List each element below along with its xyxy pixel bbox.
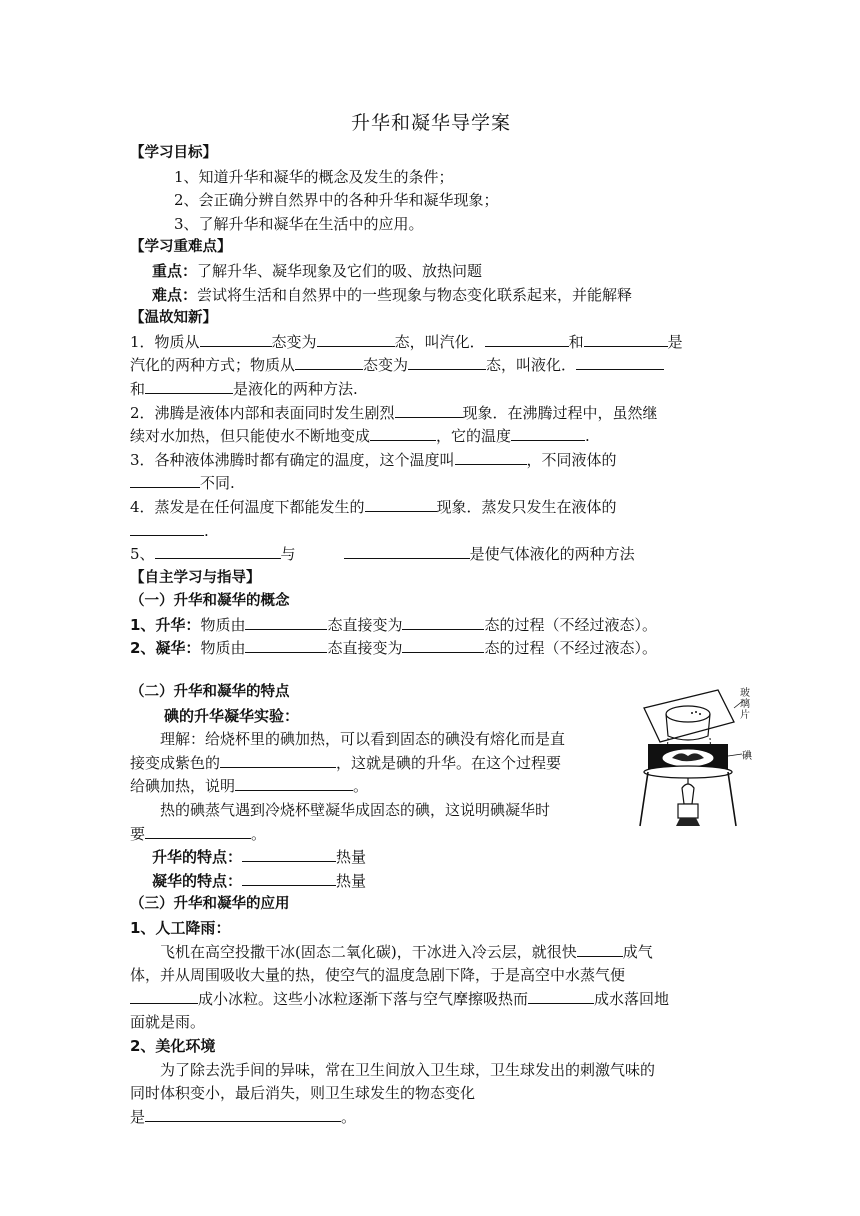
environment-text: 是 。 [130, 1107, 357, 1126]
experiment-text: 热的碘蒸气遇到冷烧杯壁凝华成固态的碘，这说明碘凝华时 [160, 801, 551, 820]
answer-blank[interactable] [584, 331, 668, 347]
experiment-text: 给碘加热，说明 。 [130, 777, 369, 796]
focus-line [130, 260, 732, 284]
difficulty-label: 难点： [152, 285, 198, 304]
sublimation-definition: 1、升华：物质由 态直接变为 态的过程（不经过液态）。 [130, 615, 657, 634]
review-q5: 5、 与 是使气体液化的两种方法 [130, 545, 635, 564]
review-q4-line1: 4．蒸发是在任何温度下都能发生的 现象．蒸发只发生在液体的 [130, 497, 617, 516]
iodine-apparatus-illustration [636, 686, 754, 834]
answer-blank[interactable] [145, 1106, 341, 1122]
answer-blank[interactable] [220, 752, 336, 768]
answer-blank[interactable] [402, 614, 484, 630]
answer-blank[interactable] [242, 870, 336, 886]
objective-item: 1、知道升华和凝华的概念及发生的条件； [174, 167, 454, 186]
part1-heading: （一）升华和凝华的概念 [130, 593, 290, 610]
answer-blank[interactable] [155, 543, 281, 559]
review-q2-line1: 2．沸腾是液体内部和表面同时发生剧烈 现象．在沸腾过程中，虽然继 [130, 403, 658, 422]
rain-title: 1、人工降雨： [130, 919, 231, 937]
experiment-text: 理解：给烧杯里的碘加热，可以看到固态的碘没有熔化而是直 [160, 730, 566, 749]
key-points-heading: 【学习重难点】 [130, 239, 232, 256]
review-q2-line2: 续对水加热，但只能使水不断地变成 ，它的温度 . [130, 427, 590, 446]
answer-blank[interactable] [485, 331, 569, 347]
part3-heading: （三）升华和凝华的应用 [130, 896, 290, 913]
answer-blank[interactable] [245, 614, 327, 630]
answer-blank[interactable] [145, 823, 251, 839]
rain-text: 面就是雨。 [130, 1013, 206, 1032]
rain-text: 体，并从周围吸收大量的热，使空气的温度急剧下降，于是高空中水蒸气便 [130, 966, 626, 985]
part2-heading: （二）升华和凝华的特点 [130, 684, 290, 701]
rain-text: 成小冰粒。这些小冰粒逐渐下落与空气摩擦吸热而 成水落回地 [130, 988, 732, 1012]
sublimation-feature: 升华的特点： 热量 [152, 848, 367, 867]
answer-blank[interactable] [145, 378, 233, 394]
review-q4-line2: . [130, 520, 732, 544]
self-study-heading: 【自主学习与指导】 [130, 569, 261, 586]
experiment-title: 碘的升华凝华实验： [164, 706, 300, 725]
answer-blank[interactable] [365, 496, 437, 512]
answer-blank[interactable] [295, 354, 363, 370]
answer-blank[interactable] [576, 354, 664, 370]
objectives-heading: 【学习目标】 [130, 145, 217, 161]
answer-blank[interactable] [317, 331, 395, 347]
answer-blank[interactable] [395, 402, 463, 418]
review-q1-line1: 1．物质从 态变为 态，叫汽化． 和 是 [130, 332, 683, 351]
answer-blank[interactable] [200, 331, 272, 347]
answer-blank[interactable] [511, 425, 585, 441]
answer-blank[interactable] [577, 941, 623, 957]
objective-item: 3、了解升华和凝华在生活中的应用。 [174, 214, 424, 233]
review-heading: 【温故知新】 [130, 310, 217, 327]
answer-blank[interactable] [245, 637, 327, 653]
iodine-label: 碘 [742, 751, 752, 762]
review-q3-line2: 不同. [130, 472, 732, 496]
answer-blank[interactable] [130, 472, 200, 488]
experiment-text: 接变成紫色的 ，这就是碘的升华。在这个过程要 [130, 753, 562, 772]
glass-plate-label: 玻璃片 [740, 688, 750, 721]
environment-text: 同时体积变小，最后消失，则卫生球发生的物态变化 [130, 1084, 476, 1103]
difficulty-line [130, 284, 732, 308]
difficulty-text: 尝试将生活和自然界中的一些现象与物态变化联系起来，并能解释 [197, 285, 633, 304]
review-q3-line1: 3．各种液体沸腾时都有确定的温度，这个温度叫 ，不同液体的 [130, 450, 617, 469]
rain-text: 飞机在高空投撒干冰(固态二氧化碳)，干冰进入冷云层，就很快 成气 [160, 942, 653, 961]
page-title: 升华和凝华导学案 [350, 112, 511, 134]
answer-blank[interactable] [455, 449, 527, 465]
answer-blank[interactable] [408, 354, 486, 370]
focus-label: 重点： [152, 261, 198, 280]
answer-blank[interactable] [370, 425, 436, 441]
answer-blank[interactable] [402, 637, 484, 653]
deposition-feature: 凝华的特点： 热量 [152, 871, 367, 890]
answer-blank[interactable] [344, 543, 470, 559]
focus-text: 了解升华、凝华现象及它们的吸、放热问题 [197, 261, 483, 280]
review-q1-line2: 汽化的两种方式；物质从 态变为 态，叫液化． [130, 354, 732, 378]
answer-blank[interactable] [242, 846, 336, 862]
worksheet [130, 110, 732, 1129]
review-q1-line3: 和 是液化的两种方法. [130, 379, 358, 398]
answer-blank[interactable] [130, 988, 198, 1004]
deposition-definition: 2、凝华：物质由 态直接变为 态的过程（不经过液态）。 [130, 639, 657, 658]
answer-blank[interactable] [235, 775, 353, 791]
environment-title: 2、美化环境 [130, 1036, 216, 1055]
experiment-text: 要 。 [130, 824, 267, 843]
objective-item: 2、会正确分辨自然界中的各种升华和凝华现象； [174, 191, 499, 210]
environment-text: 为了除去洗手间的异味，常在卫生间放入卫生球，卫生球发出的刺激气味的 [160, 1060, 656, 1079]
answer-blank[interactable] [130, 520, 204, 536]
answer-blank[interactable] [528, 988, 594, 1004]
iodine-experiment-figure [636, 686, 754, 834]
